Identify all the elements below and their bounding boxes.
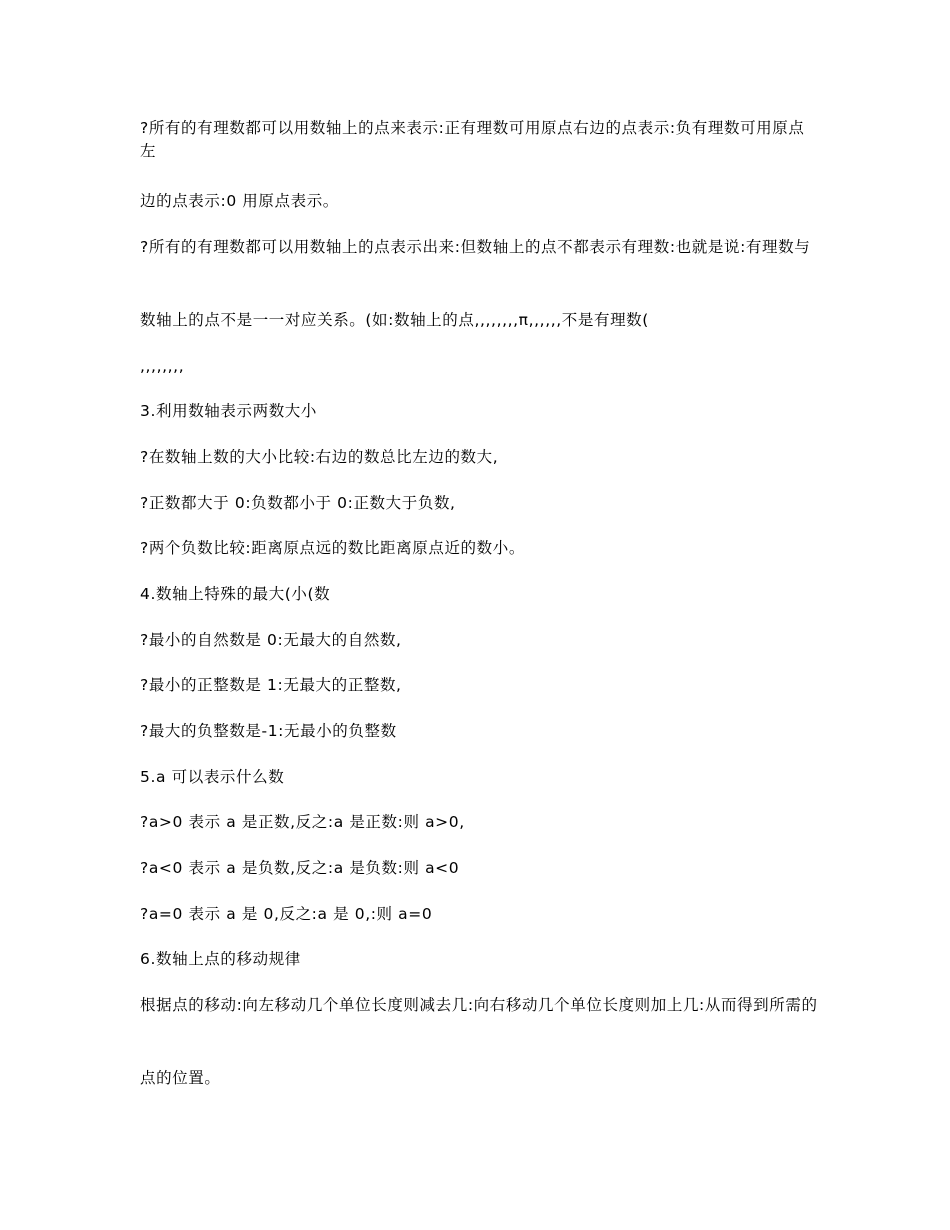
section-heading-4: 4.数轴上特殊的最大(小(数	[140, 585, 331, 603]
paragraph-19: 根据点的移动:向左移动几个单位长度则减去几:向右移动几个单位长度则加上几:从而得到所需的	[140, 996, 818, 1014]
section-heading-6: 6.数轴上点的移动规律	[140, 950, 301, 968]
paragraph-4: 数轴上的点不是一一对应关系。(如:数轴上的点,,,,,,,,π,,,,,,不是有理数(	[140, 311, 649, 329]
paragraph-13: ?最大的负整数是-1:无最小的负整数	[140, 722, 397, 740]
paragraph-16: ?a<0 表示 a 是负数,反之:a 是负数:则 a<0	[140, 859, 460, 877]
paragraph-12: ?最小的正整数是 1:无最大的正整数,	[140, 676, 402, 694]
paragraph-3: ?所有的有理数都可以用数轴上的点表示出来:但数轴上的点不都表示有理数:也就是说:有理数与	[140, 238, 811, 256]
section-heading-3: 3.利用数轴表示两数大小	[140, 402, 317, 420]
paragraph-7: ?在数轴上数的大小比较:右边的数总比左边的数大,	[140, 448, 499, 466]
paragraph-1: ?所有的有理数都可以用数轴上的点来表示:正有理数可用原点右边的点表示:负有理数可用原点左	[140, 119, 805, 160]
paragraph-20: 点的位置。	[140, 1069, 221, 1087]
paragraph-15: ?a>0 表示 a 是正数,反之:a 是正数:则 a>0,	[140, 813, 465, 831]
section-heading-5: 5.a 可以表示什么数	[140, 768, 285, 786]
paragraph-9: ?两个负数比较:距离原点远的数比距离原点近的数小。	[140, 539, 525, 557]
paragraph-8: ?正数都大于 0:负数都小于 0:正数大于负数,	[140, 494, 456, 512]
paragraph-2: 边的点表示:0 用原点表示。	[140, 192, 339, 210]
paragraph-11: ?最小的自然数是 0:无最大的自然数,	[140, 631, 402, 649]
paragraph-5: ,,,,,,,,	[140, 357, 185, 375]
paragraph-17: ?a=0 表示 a 是 0,反之:a 是 0,:则 a=0	[140, 905, 433, 923]
